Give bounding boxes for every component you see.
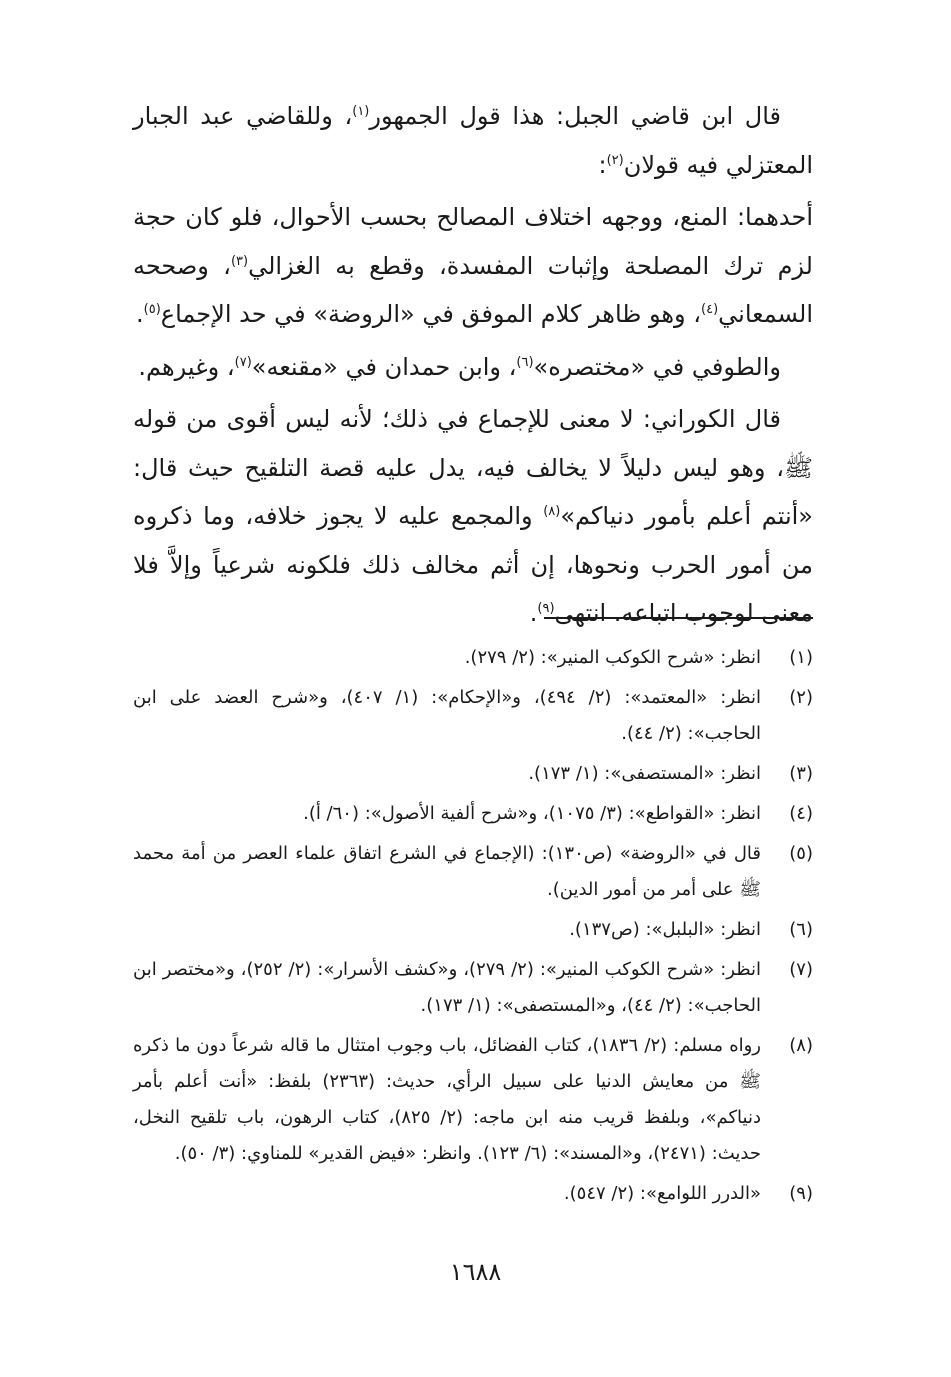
paragraph-text: . (529, 599, 538, 627)
footnote-item (133, 1176, 813, 1212)
paragraph-text: ، وغيرهم. (138, 352, 235, 381)
footnote-text: انظر: «البلبل»: (ص١٣٧). (569, 919, 761, 940)
footnote-item (133, 756, 813, 792)
footnote-ref: (٨) (543, 504, 561, 519)
paragraph-text: ، وهو ظاهر كلام الموفق في «الروضة» في حد الإجماع (160, 300, 702, 328)
paragraph-text: قال الكوراني: لا معنى للإجماع في ذلك؛ لأنه ليس أقوى من قوله ﷺ، وهو ليس دليلاً لا يخالف فيه، يدل عليه قصة التلقيح حيث قال: «أنتم أعلم بأمور دنياكم» (133, 405, 813, 530)
paragraph-text: . (136, 300, 144, 328)
paragraph-text: والطوفي في «مختصره» (533, 352, 781, 381)
footnote-number: (٥) (789, 843, 813, 864)
footnote-ref: (٢) (606, 152, 624, 168)
footnote-ref: (٧) (234, 354, 252, 370)
footnote-ref: (٩) (537, 601, 555, 616)
paragraph (133, 343, 813, 392)
footnote-number: (٨) (789, 1035, 813, 1056)
footnote-text: «الدرر اللوامع»: (٢/ ٥٤٧). (563, 1183, 761, 1204)
footnote-item (133, 836, 813, 908)
paragraph-text: : (598, 150, 607, 179)
paragraph-text: والمجمع عليه لا يجوز خلافه، وما ذكروه من أمور الحرب ونحوها، إن أثم مخالف ذلك فلكونه شرعياً وإلاَّ فلا معنى لوجوب اتباعه. انتهى (133, 502, 813, 627)
footnote-text: انظر: «شرح الكوكب المنير»: (٢/ ٢٧٩)، و«كشف الأسرار»: (٢/ ٢٥٢)، و«مختصر ابن الحاجب»: (٢/ ٤٤)، و«المستصفى»: (١/ ١٧٣). (133, 959, 761, 1016)
footnote-number: (١) (789, 647, 813, 668)
footnote-text: قال في «الروضة» (ص١٣٠): (الإجماع في الشرع اتفاق علماء العصر من أمة محمد ﷺ على أمر من أمور الدين). (133, 843, 761, 900)
footnote-ref: (٦) (516, 354, 534, 370)
footnote-number: (٧) (789, 959, 813, 980)
footnote-text: انظر: «المعتمد»: (٢/ ٤٩٤)، و«الإحكام»: (١/ ٤٠٧)، و«شرح العضد على ابن الحاجب»: (٢/ ٤٤). (133, 687, 761, 744)
footnote-item (133, 1028, 813, 1172)
footnote-ref: (٥) (143, 302, 161, 317)
footnote-number: (٣) (789, 763, 813, 784)
paragraph-text: أحدهما: المنع، ووجهه اختلاف المصالح بحسب الأحوال، فلو كان حجة لزم ترك المصلحة وإثبات المفسدة، وقطع به الغزالي (133, 203, 813, 280)
footnote-text: رواه مسلم: (٢/ ١٨٣٦)، كتاب الفضائل، باب وجوب امتثال ما قاله شرعاً دون ما ذكره ﷺ من معايش الدنيا على سبيل الرأي، حديث: (٢٣٦٣) بلفظ: «أنت أعلم بأمر دنياكم»، وبلفظ قريب منه ابن ماجه: (٢/ ٨٢٥)، كتاب الرهون، باب تلقيح النخل، حديث: (٢٤٧١)، و«المسند»: (٦/ ١٢٣). وانظر: «فيض القدير» للمناوي: (٣/ ٥٠). (133, 1035, 762, 1164)
paragraph (133, 193, 813, 339)
footnote-ref: (٤) (701, 302, 719, 317)
footnote-text: انظر: «المستصفى»: (١/ ١٧٣). (528, 763, 761, 784)
paragraph-text: ، وابن حمدان في «مقنعه» (251, 352, 517, 381)
footnote-number: (٩) (789, 1183, 813, 1204)
footnote-text: انظر: «القواطع»: (٣/ ١٠٧٥)، و«شرح ألفية الأصول»: (٦٠/ أ). (303, 803, 761, 824)
footnote-separator (544, 617, 813, 619)
footnote-number: (٦) (789, 919, 813, 940)
paragraph (133, 92, 813, 189)
main-text (133, 92, 813, 638)
footnote-number: (٢) (789, 687, 813, 708)
footnote-text: انظر: «شرح الكوكب المنير»: (٢/ ٢٧٩). (464, 647, 761, 668)
footnote-item (133, 640, 813, 676)
page-number: ١٦٨٨ (449, 1258, 502, 1286)
footnote-item (133, 680, 813, 752)
footnote-number: (٤) (789, 803, 813, 824)
paragraph-text: ، وصححه السمعاني (133, 251, 813, 328)
footnote-ref: (٣) (230, 253, 249, 269)
footnote-item (133, 952, 813, 1024)
footnotes (133, 640, 813, 1216)
paragraph-text: ، وللقاضي عبد الجبار المعتزلي فيه قولان (133, 102, 813, 179)
paragraph (133, 395, 813, 638)
paragraph-text: قال ابن قاضي الجبل: هذا قول الجمهور (369, 102, 782, 130)
footnote-item (133, 912, 813, 948)
footnote-item (133, 796, 813, 832)
footnote-ref: (١) (352, 104, 370, 119)
